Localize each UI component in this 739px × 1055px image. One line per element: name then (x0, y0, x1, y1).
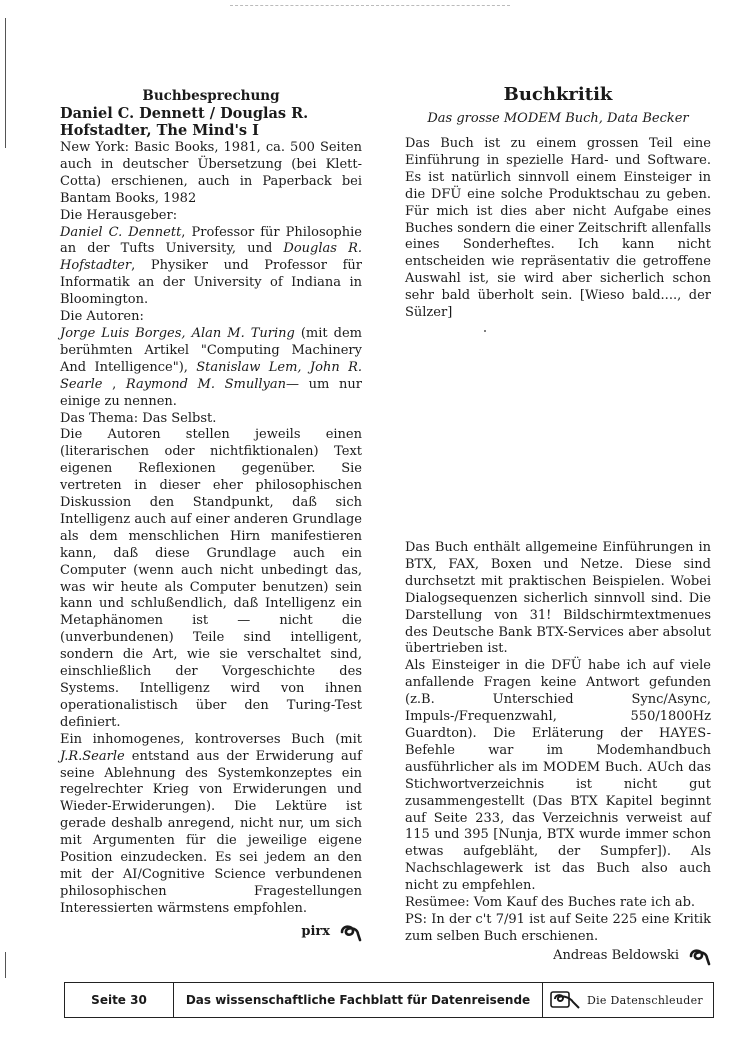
left-article (60, 88, 362, 942)
left-margin-mark (5, 952, 6, 978)
page-number: Seite 30 (65, 983, 174, 1017)
chaos-knot-icon (338, 922, 362, 942)
authors-paragraph: Jorge Luis Borges, Alan M. Turing (mit dem berühmten Artikel "Computing Machinery And Intelligence"), Stanislaw Lem, John R. Searle , Raymond M. Smullyan— um nur einige zu nennen. (60, 325, 363, 409)
right-paragraph-1: Das Buch ist zu einem grossen Teil eine Einführung in spezielle Hard- und Software. Es ist natürlich sinnvoll einem Einsteiger in die DFÜ eine solche Produktschau zu geben. Für mich ist dies aber nicht Aufgabe eines Buches sondern die einer Zeitschrift allenfalls eines Sonderheftes. Ich kann nicht entscheiden wie repräsentativ die getroffene Auswahl ist, sie wird aber sicherlich schon sehr bald überholt sein. [Wieso bald...., der Sülzer] (405, 136, 711, 321)
right-subtitle: Das grosse MODEM Buch, Data Becker (427, 111, 689, 126)
authors-label: Die Autoren: (60, 309, 144, 325)
right-paragraph-2: Das Buch enthält allgemeine Einführungen in BTX, FAX, Boxen und Netze. Diese sind durchsetzt mit praktischen Beispielen. Wobei Dialogsequenzen sicherlich sinnvoll sind. Die Darstellung von 31! Bildschirmtextmenues des Deutsche Bank BTX-Services aber absolut übertrieben ist. (405, 540, 711, 657)
chaos-knot-icon (687, 946, 711, 966)
right-article-top (405, 84, 711, 322)
right-title: Buchkritik (503, 84, 613, 105)
chaos-computer-logo-icon (549, 988, 583, 1012)
right-paragraph-3: Als Einsteiger in die DFÜ habe ich auf viele anfallende Fragen keine Antwort gefunden (z.B. Unterschied Sync/Async, Impuls-/Frequenzwahl, 550/1800Hz Guardton). Die Erläterung der HAYES-Befehle war im Modemhandbuch ausführlicher als im MODEM Buch. AUch das Stichwortverzeichnis ist nicht gut zusammengestellt (Das BTX Kapitel beginnt auf Seite 233, das Verzeichnis verweist auf 115 und 395 [Nunja, BTX wurde immer schon etwas aufgebläht, der Sumpfer]). Als Nachschlagewerk ist das Buch also auch nicht zu empfehlen. (405, 658, 711, 894)
editors-label: Die Herausgeber: (60, 207, 178, 223)
right-paragraph-4: Resümee: Vom Kauf des Buches rate ich ab. (405, 895, 696, 911)
right-paragraph-5: PS: In der c't 7/91 ist auf Seite 225 eine Kritik zum selben Buch erschienen. (405, 911, 711, 944)
speck (484, 330, 486, 332)
editors-paragraph: Daniel C. Dennett, Professor für Philosophie an der Tufts University, und Douglas R. Hofstadter, Physiker und Professor für Informatik an der University of Indiana in Bloomington. (60, 224, 363, 308)
page-footer (64, 982, 714, 1018)
footer-logo (543, 983, 713, 1017)
left-headline: Daniel C. Dennett / Douglas R. Hofstadter, The Mind's I (60, 105, 309, 139)
left-signature: pirx (60, 922, 362, 942)
right-article-bottom (405, 540, 711, 966)
top-rule (230, 5, 510, 6)
brand-name: Die Datenschleuder (587, 993, 703, 1007)
left-kicker: Buchbesprechung (142, 88, 280, 104)
left-margin-mark (5, 18, 6, 148)
footer-tagline: Das wissenschaftliche Fachblatt für Datenreisende (174, 983, 543, 1017)
theme-line: Das Thema: Das Selbst. (60, 410, 217, 426)
body-paragraph-2: Ein inhomogenes, kontroverses Buch (mit J.R.Searle entstand aus der Erwiderung auf seine Ablehnung des Systemkonzeptes ein regelrechter Krieg von Erwiderungen und Wieder-Erwiderungen). Die Lektüre ist gerade deshalb anregend, nicht nur, um sich mit Argumenten für die jeweilige eigene Position einzudecken. Es sei jedem an den mit der AI/Cognitive Science verbundenen philosophischen Fragestellungen Interessierten wärmstens empfohlen. (60, 731, 362, 916)
right-signature: Andreas Beldowski (405, 946, 711, 966)
body-paragraph-1: Die Autoren stellen jeweils einen (literarischen oder nichtfiktionalen) Text eigenen Reflexionen gegenüber. Sie vertreten in dieser eher philosophischen Diskussion den Standpunkt, daß sich Intelligenz auch auf einer anderen Grundlage als dem menschlichen Hirn manifestieren kann, daß diese Grundlage auch ein Computer (wenn auch nicht unbedingt das, was wir heute als Computer benutzen) sein kann und schlußendlich, daß Intelligenz ein Metaphänomen ist — nicht die (unverbundenen) Teile sind intelligent, sondern die Art, wie sie verschaltet sind, einschließlich der Vorgeschichte des Systems. Intelligenz wird von ihnen operationalistisch über den Turing-Test definiert. (60, 427, 362, 730)
publication-info: New York: Basic Books, 1981, ca. 500 Seiten auch in deutscher Übersetzung (bei Klett-Cotta) erschienen, auch in Paperback bei Bantam Books, 1982 (60, 140, 362, 206)
